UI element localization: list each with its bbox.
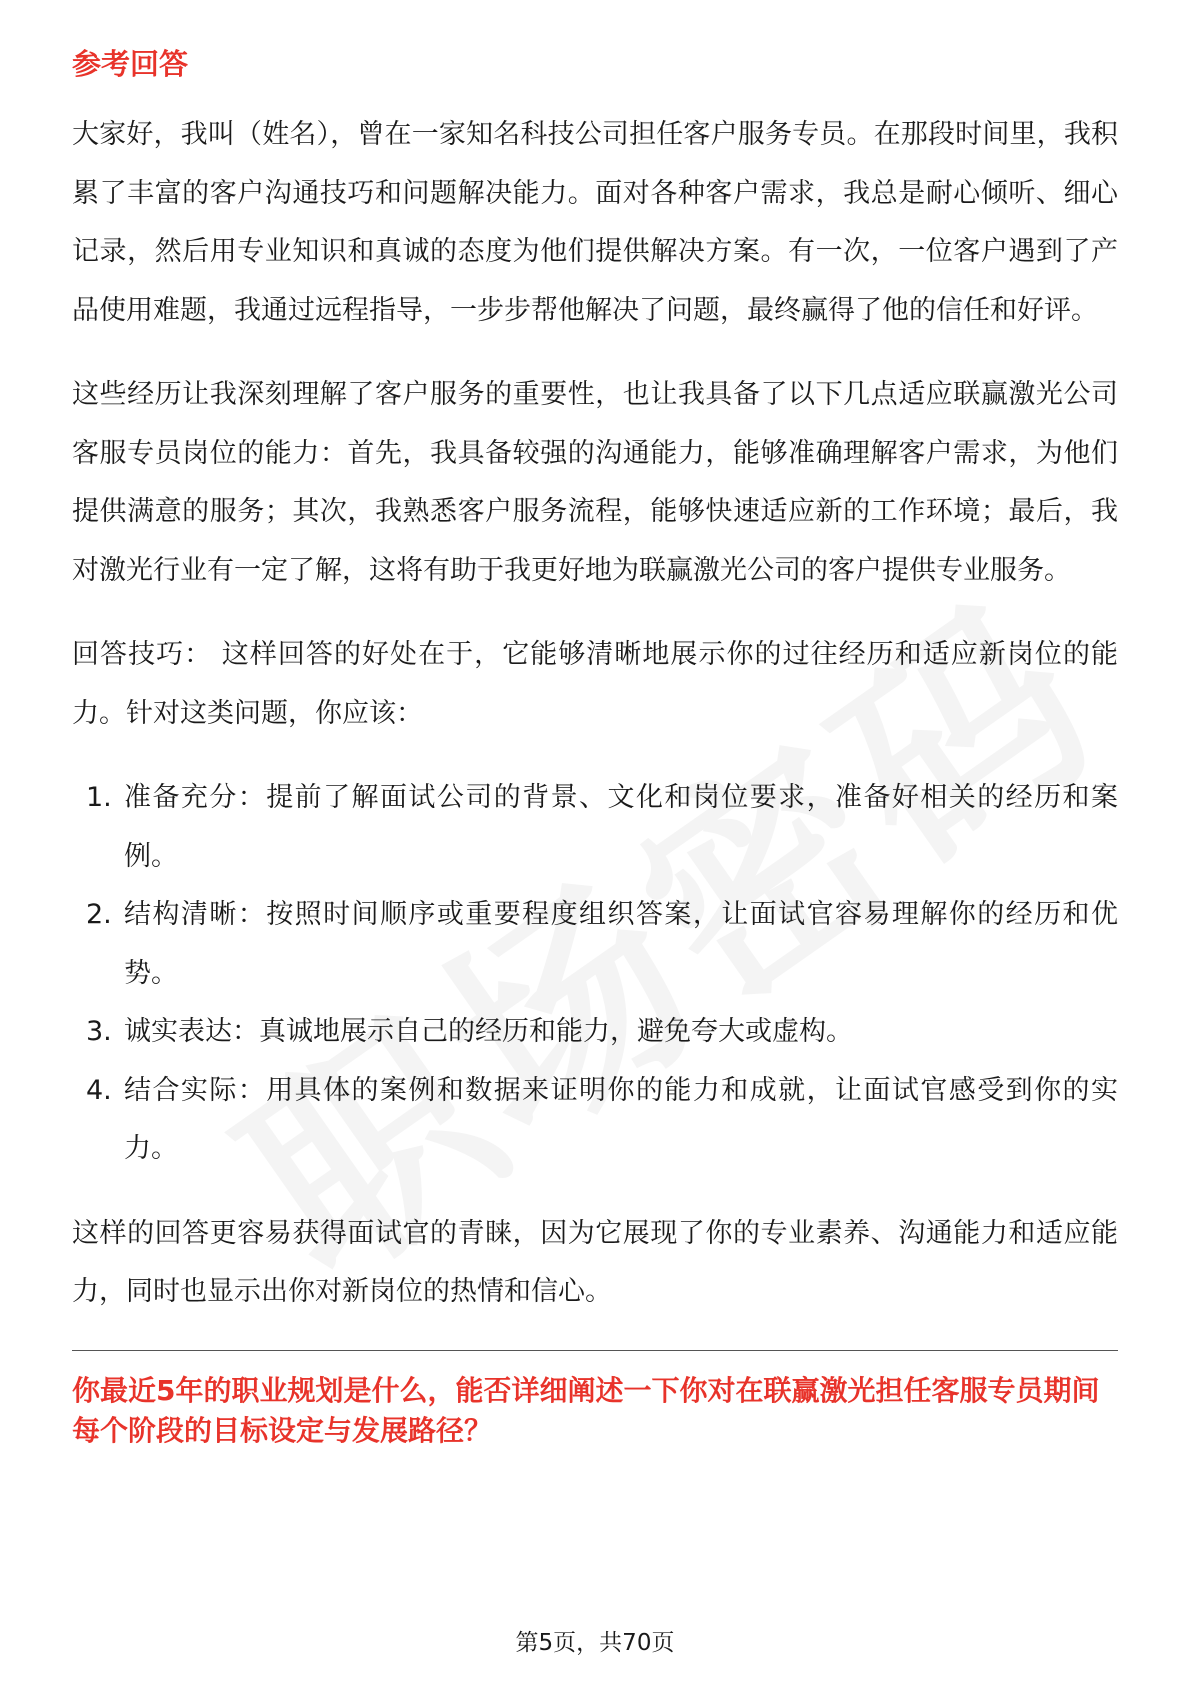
tips-intro-paragraph: 回答技巧： 这样回答的好处在于，它能够清晰地展示你的过往经历和适应新岗位的能力。针对这类问题，你应该： xyxy=(72,639,1118,729)
list-item-number: 2. xyxy=(86,899,112,930)
answer-paragraph-1: 大家好，我叫（姓名），曾在一家知名科技公司担任客户服务专员。在那段时间里，我积累了丰富的客户沟通技巧和问题解决能力。面对各种客户需求，我总是耐心倾听、细心记录，然后用专业知识和真诚的态度为他们提供解决方案。有一次，一位客户遇到了产品使用难题，我通过远程指导，一步步帮他解决了问题，最终赢得了他的信任和好评。 xyxy=(72,119,1118,326)
list-item-number: 4. xyxy=(86,1074,112,1106)
list-item xyxy=(72,886,1118,1003)
tips-list xyxy=(72,769,1118,1179)
section-divider xyxy=(72,1350,1118,1351)
section-heading: 参考回答 xyxy=(72,47,189,81)
list-item-number: 3. xyxy=(86,1016,112,1047)
list-item xyxy=(72,1062,1118,1179)
list-item xyxy=(72,1003,1118,1062)
page-footer: 第5页，共70页 xyxy=(515,1630,675,1656)
list-item-number: 1. xyxy=(86,782,112,813)
list-item-text: 诚实表达：真诚地展示自己的经历和能力，避免夸大或虚构。 xyxy=(124,1016,853,1047)
next-question-heading: 你最近5年的职业规划是什么，能否详细阐述一下你对在联赢激光担任客服专员期间每个阶段的目标设定与发展路径？ xyxy=(72,1373,1100,1447)
list-item xyxy=(72,769,1118,886)
document-page xyxy=(72,44,1118,1451)
answer-paragraph-2: 这些经历让我深刻理解了客户服务的重要性，也让我具备了以下几点适应联赢激光公司客服专员岗位的能力：首先，我具备较强的沟通能力，能够准确理解客户需求，为他们提供满意的服务；其次，我熟悉客户服务流程，能够快速适应新的工作环境；最后，我对激光行业有一定了解，这将有助于我更好地为联赢激光公司的客户提供专业服务。 xyxy=(72,379,1118,586)
closing-paragraph: 这样的回答更容易获得面试官的青睐，因为它展现了你的专业素养、沟通能力和适应能力，同时也显示出你对新岗位的热情和信心。 xyxy=(72,1217,1118,1307)
list-item-text: 结构清晰：按照时间顺序或重要程度组织答案，让面试官容易理解你的经历和优势。 xyxy=(124,899,1118,989)
list-item-text: 结合实际：用具体的案例和数据来证明你的能力和成就，让面试官感受到你的实力。 xyxy=(124,1074,1118,1164)
list-item-text: 准备充分：提前了解面试公司的背景、文化和岗位要求，准备好相关的经历和案例。 xyxy=(124,782,1118,872)
